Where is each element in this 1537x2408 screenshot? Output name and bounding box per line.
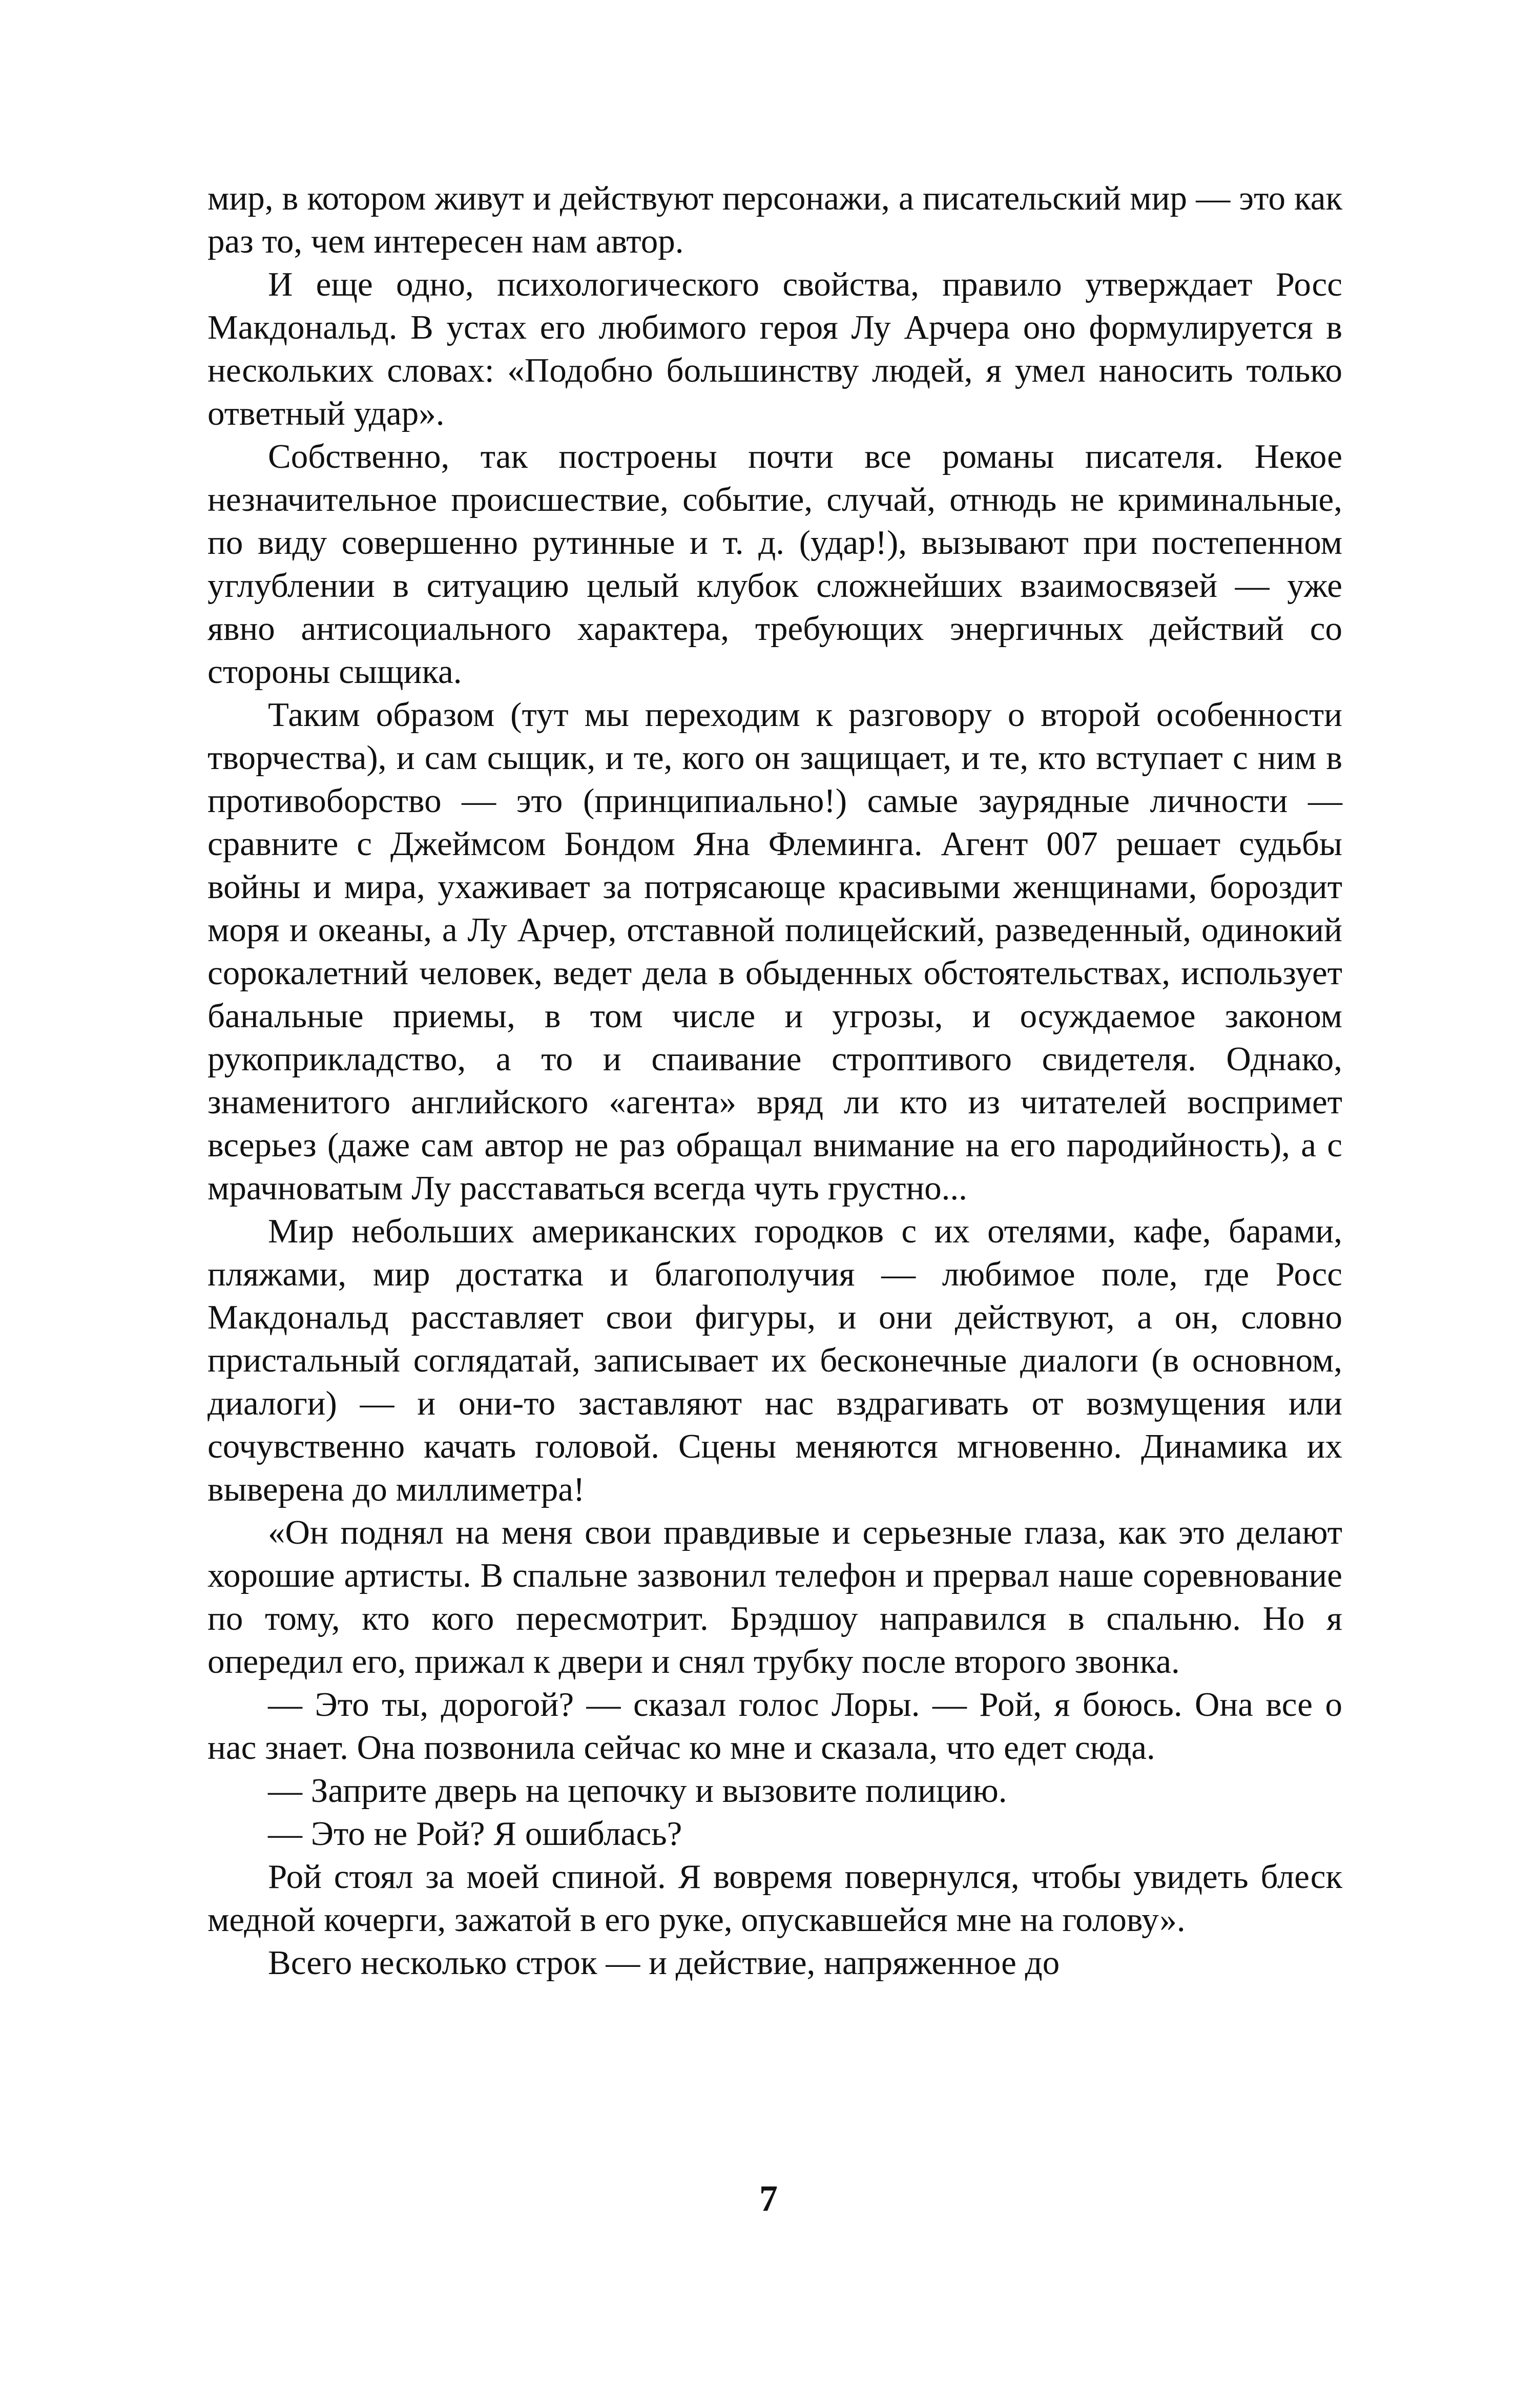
page-number: 7 <box>759 2178 778 2219</box>
paragraph: Мир небольших американских городков с их отелями, кафе, барами, пляжами, мир достатка и благополучия — любимое поле, где Росс Макдональд расставляет свои фигуры, и они действуют, а он, словно пристальный соглядатай, записывает их бесконечные диалоги (в основном, диалоги) — и они-то заставляют нас вздрагивать от возмущения или сочувственно качать головой. Сцены меняются мгновенно. Динамика их выверена до миллиметра! <box>207 1212 1342 1508</box>
dialog-line: — Это не Рой? Я ошиблась? <box>268 1815 682 1853</box>
quote-paragraph: Рой стоял за моей спиной. Я вовремя повернулся, чтобы увидеть блеск медной кочерги, зажатой в его руке, опускавшейся мне на голову». <box>207 1858 1342 1939</box>
paragraph: Таким образом (тут мы переходим к разговору о второй особенности творчества), и сам сыщик, и те, кого он защищает, и те, кто вступает с ним в противоборство — это (принципиально!) самые заурядные личности — сравните с Джеймсом Бондом Яна Флеминга. Агент 007 решает судьбы войны и мира, ухаживает за потрясающе красивыми женщинами, бороздит моря и океаны, а Лу Арчер, отставной полицейский, разведенный, одинокий сорокалетний человек, ведет дела в обыденных обстоятельствах, использует банальные приемы, в том числе и угрозы, и осуждаемое законом рукоприкладство, а то и спаивание строптивого свидетеля. Однако, знаменитого английского «агента» вряд ли кто из читателей воспримет всерьез (даже сам автор не раз обращал внимание на его пародийность), а с мрачноватым Лу расставаться всегда чуть грустно... <box>207 696 1342 1207</box>
quote-paragraph: «Он поднял на меня свои правдивые и серьезные глаза, как это делают хорошие артисты. В спальне зазвонил телефон и прервал наше соревнование по тому, кто кого пересмотрит. Брэдшоу направился в спальню. Но я опередил его, прижал к двери и снял трубку после второго звонка. <box>207 1513 1342 1680</box>
dialog-line: — Это ты, дорогой? — сказал голос Лоры. — Рой, я боюсь. Она все о нас знает. Она позвонила сейчас ко мне и сказала, что едет сюда. <box>207 1686 1342 1767</box>
paragraph: Собственно, так построены почти все романы писателя. Некое незначительное происшествие, событие, случай, отнюдь не криминальные, по виду совершенно рутинные и т. д. (удар!), вызывают при постепенном углублении в ситуацию целый клубок сложнейших взаимосвязей — уже явно антисоциального характера, требующих энергичных действий со стороны сыщика. <box>207 438 1342 691</box>
paragraph-continuation: мир, в котором живут и действуют персонажи, а писательский мир — это как раз то, чем интересен нам автор. <box>207 179 1342 260</box>
paragraph: Всего несколько строк — и действие, напряженное до <box>268 1944 1060 1982</box>
dialog-line: — Заприте дверь на цепочку и вызовите полицию. <box>268 1772 1007 1810</box>
paragraph: И еще одно, психологического свойства, правило утверждает Росс Макдональд. В устах его любимого героя Лу Арчера оно формулируется в нескольких словах: «Подобно большинству людей, я умел наносить только ответный удар». <box>207 265 1342 432</box>
page-text <box>207 177 1342 1984</box>
